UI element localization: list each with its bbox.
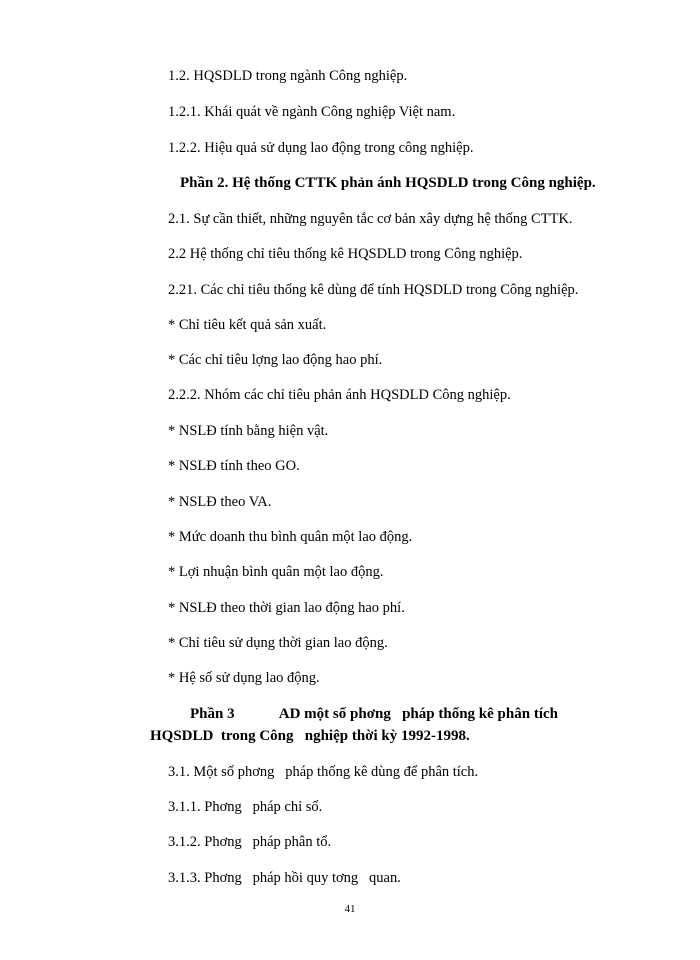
bullet-item: * NSLĐ theo VA.	[168, 494, 272, 510]
toc-line-2-2: 2.2 Hệ thống chỉ tiêu thống kê HQSDLD trong Công nghiệp.	[168, 246, 523, 262]
toc-line-3-1: 3.1. Một số phơng pháp thống kê dùng để phân tích.	[168, 764, 479, 780]
toc-line-2-2-2: 2.2.2. Nhóm các chỉ tiêu phản ánh HQSDLD Công nghiệp.	[168, 387, 511, 403]
bullet-item: * Chỉ tiêu kết quả sản xuất.	[168, 317, 327, 333]
bullet-item: * Lợi nhuận bình quân một lao động.	[168, 564, 384, 580]
toc-line-1-2-1: 1.2.1. Khái quát về ngành Công nghiệp Việt nam.	[168, 104, 456, 120]
toc-line-3-1-3: 3.1.3. Phơng pháp hồi quy tơng quan.	[168, 870, 401, 886]
toc-line-3-1-1: 3.1.1. Phơng pháp chỉ số.	[168, 799, 323, 815]
toc-line-3-1-2: 3.1.2. Phơng pháp phân tổ.	[168, 834, 332, 850]
toc-line-2-21: 2.21. Các chỉ tiêu thống kê dùng để tính HQSDLD trong Công nghiệp.	[168, 282, 579, 298]
bullet-item: * NSLĐ theo thời gian lao động hao phí.	[168, 600, 405, 616]
section-heading-part-3: Phần 3 AD một số phơng pháp thống kê phân tích	[190, 706, 558, 722]
page-number: 41	[344, 903, 356, 915]
section-heading-part-3-continued: HQSDLD trong Công nghiệp thời kỳ 1992-1998.	[150, 728, 470, 744]
toc-line-1-2-2: 1.2.2. Hiệu quả sử dụng lao động trong công nghiệp.	[168, 140, 474, 156]
bullet-item: * Chỉ tiêu sử dụng thời gian lao động.	[168, 635, 388, 651]
toc-line-1-2: 1.2. HQSDLD trong ngành Công nghiệp.	[168, 68, 408, 84]
section-heading-part-2: Phần 2. Hệ thống CTTK phản ánh HQSDLD trong Công nghiệp.	[180, 175, 596, 191]
toc-line-2-1: 2.1. Sự cần thiết, những nguyên tắc cơ bản xây dựng hệ thống CTTK.	[168, 211, 573, 227]
bullet-item: * Mức doanh thu bình quân một lao động.	[168, 529, 413, 545]
bullet-item: * Hệ số sử dụng lao động.	[168, 670, 320, 686]
bullet-item: * NSLĐ tính theo GO.	[168, 458, 300, 474]
bullet-item: * Các chỉ tiêu lợng lao động hao phí.	[168, 352, 383, 368]
bullet-item: * NSLĐ tính bằng hiện vật.	[168, 423, 329, 439]
